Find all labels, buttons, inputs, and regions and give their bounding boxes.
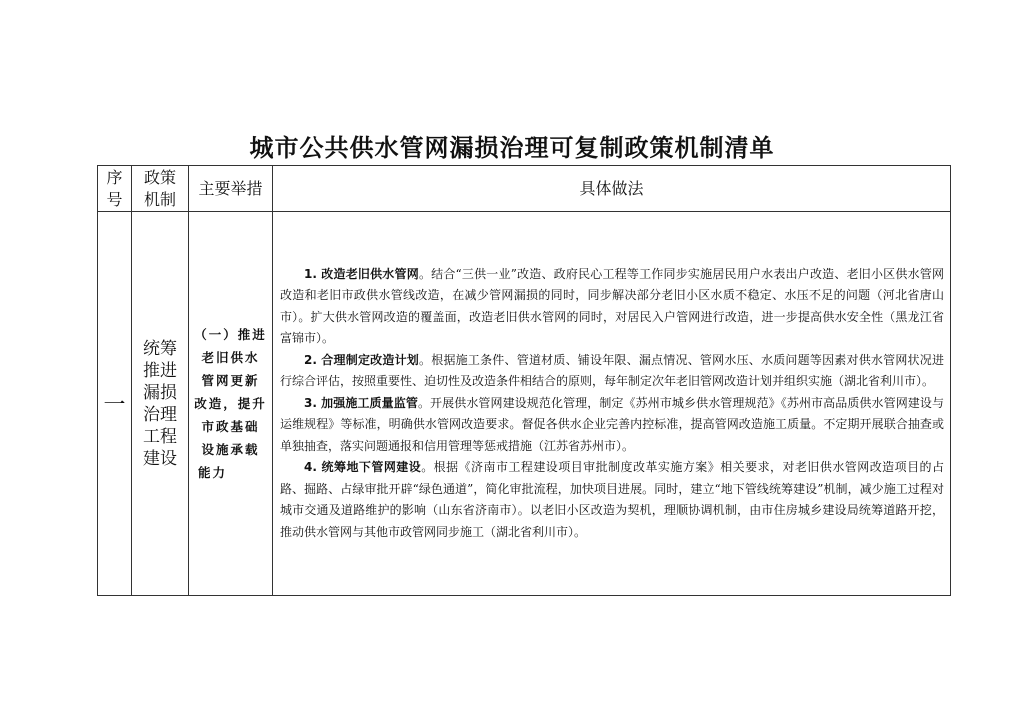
detail-item-2 [280,350,944,393]
row-detail [273,212,951,596]
detail-item-lead: 2. 合理制定改造计划 [304,352,420,367]
header-mechanism [132,166,189,212]
detail-item-text: 。开展供水管网建设规范化管理，制定《苏州市城乡供水管理规范》《苏州市高品质供水管网建设与运维规程》等标准，明确供水管网改造要求。督促各供水企业完善内控标准，提高管网改造施工质量。不定期开展联合抽查或单独抽查，落实问题通报和信用管理等惩戒措施（江苏省苏州市）。 [280,395,944,453]
detail-item-lead: 4. 统筹地下管网建设 [304,460,422,475]
mechanism-line: 建设 [143,448,177,469]
header-seq-line2: 号 [106,189,123,209]
document-title: 城市公共供水管网漏损治理可复制政策机制清单 [249,134,775,162]
detail-item-lead: 3. 加强施工质量监管 [304,395,418,410]
mechanism-line: 工程 [143,426,177,447]
measure-line: 设施承载 [201,442,260,457]
header-mechanism-line1: 政策 [143,167,176,187]
row-mechanism [132,212,189,596]
detail-item-1 [280,264,944,350]
detail-item-4 [280,457,944,543]
measure-line: （一）推进 [194,327,267,342]
row-measure [189,212,273,596]
measure-line: 能力 [198,465,228,480]
header-detail: 具体做法 [273,166,951,212]
detail-item-3 [280,393,944,458]
header-measure: 主要举措 [189,166,273,212]
detail-item-lead: 1. 改造老旧供水管网 [304,266,419,281]
mechanism-line: 统筹 [143,338,177,359]
mechanism-line: 漏损 [143,382,177,403]
measure-line: 改造，提升 [194,396,267,411]
detail-item-text: 。结合“三供一业”改造、政府民心工程等工作同步实施居民用户水表出户改造、老旧小区供水管网改造和老旧市政供水管线改造，在减少管网漏损的同时，同步解决部分老旧小区水质不稳定、水压不足的问题（河北省唐山市）。扩大供水管网改造的覆盖面，改造老旧供水管网的同时，对居民入户管网进行改造，进一步提高供水安全性（黑龙江省富锦市）。 [280,266,944,346]
header-mechanism-line2: 机制 [143,189,176,209]
measure-line: 市政基础 [201,419,260,434]
header-seq-line1: 序 [106,167,123,187]
mechanism-line: 推进 [143,360,177,381]
header-seq [98,166,132,212]
detail-item-text: 。根据《济南市工程建设项目审批制度改革实施方案》相关要求，对老旧供水管网改造项目的占路、掘路、占绿审批开辟“绿色通道”，简化审批流程，加快项目进展。同时，建立“地下管线统筹建设”机制，减少施工过程对城市交通及道路维护的影响（山东省济南市）。以老旧小区改造为契机，理顺协调机制，由市住房城乡建设局统筹道路开挖，推动供水管网与其他市政管网同步施工（湖北省利川市）。 [280,460,944,539]
policy-table [97,165,951,596]
detail-item-text: 。根据施工条件、管道材质、铺设年限、漏点情况、管网水压、水质问题等因素对供水管网状况进行综合评估，按照重要性、迫切性及改造条件相结合的原则，每年制定次年老旧管网改造计划并组织实施（湖北省利川市）。 [280,352,944,389]
table-header-row [98,166,951,212]
table-row [98,212,951,596]
mechanism-line: 治理 [143,404,177,425]
row-seq: 一 [98,212,132,596]
measure-line: 老旧供水 [201,350,260,365]
measure-line: 管网更新 [201,373,260,388]
